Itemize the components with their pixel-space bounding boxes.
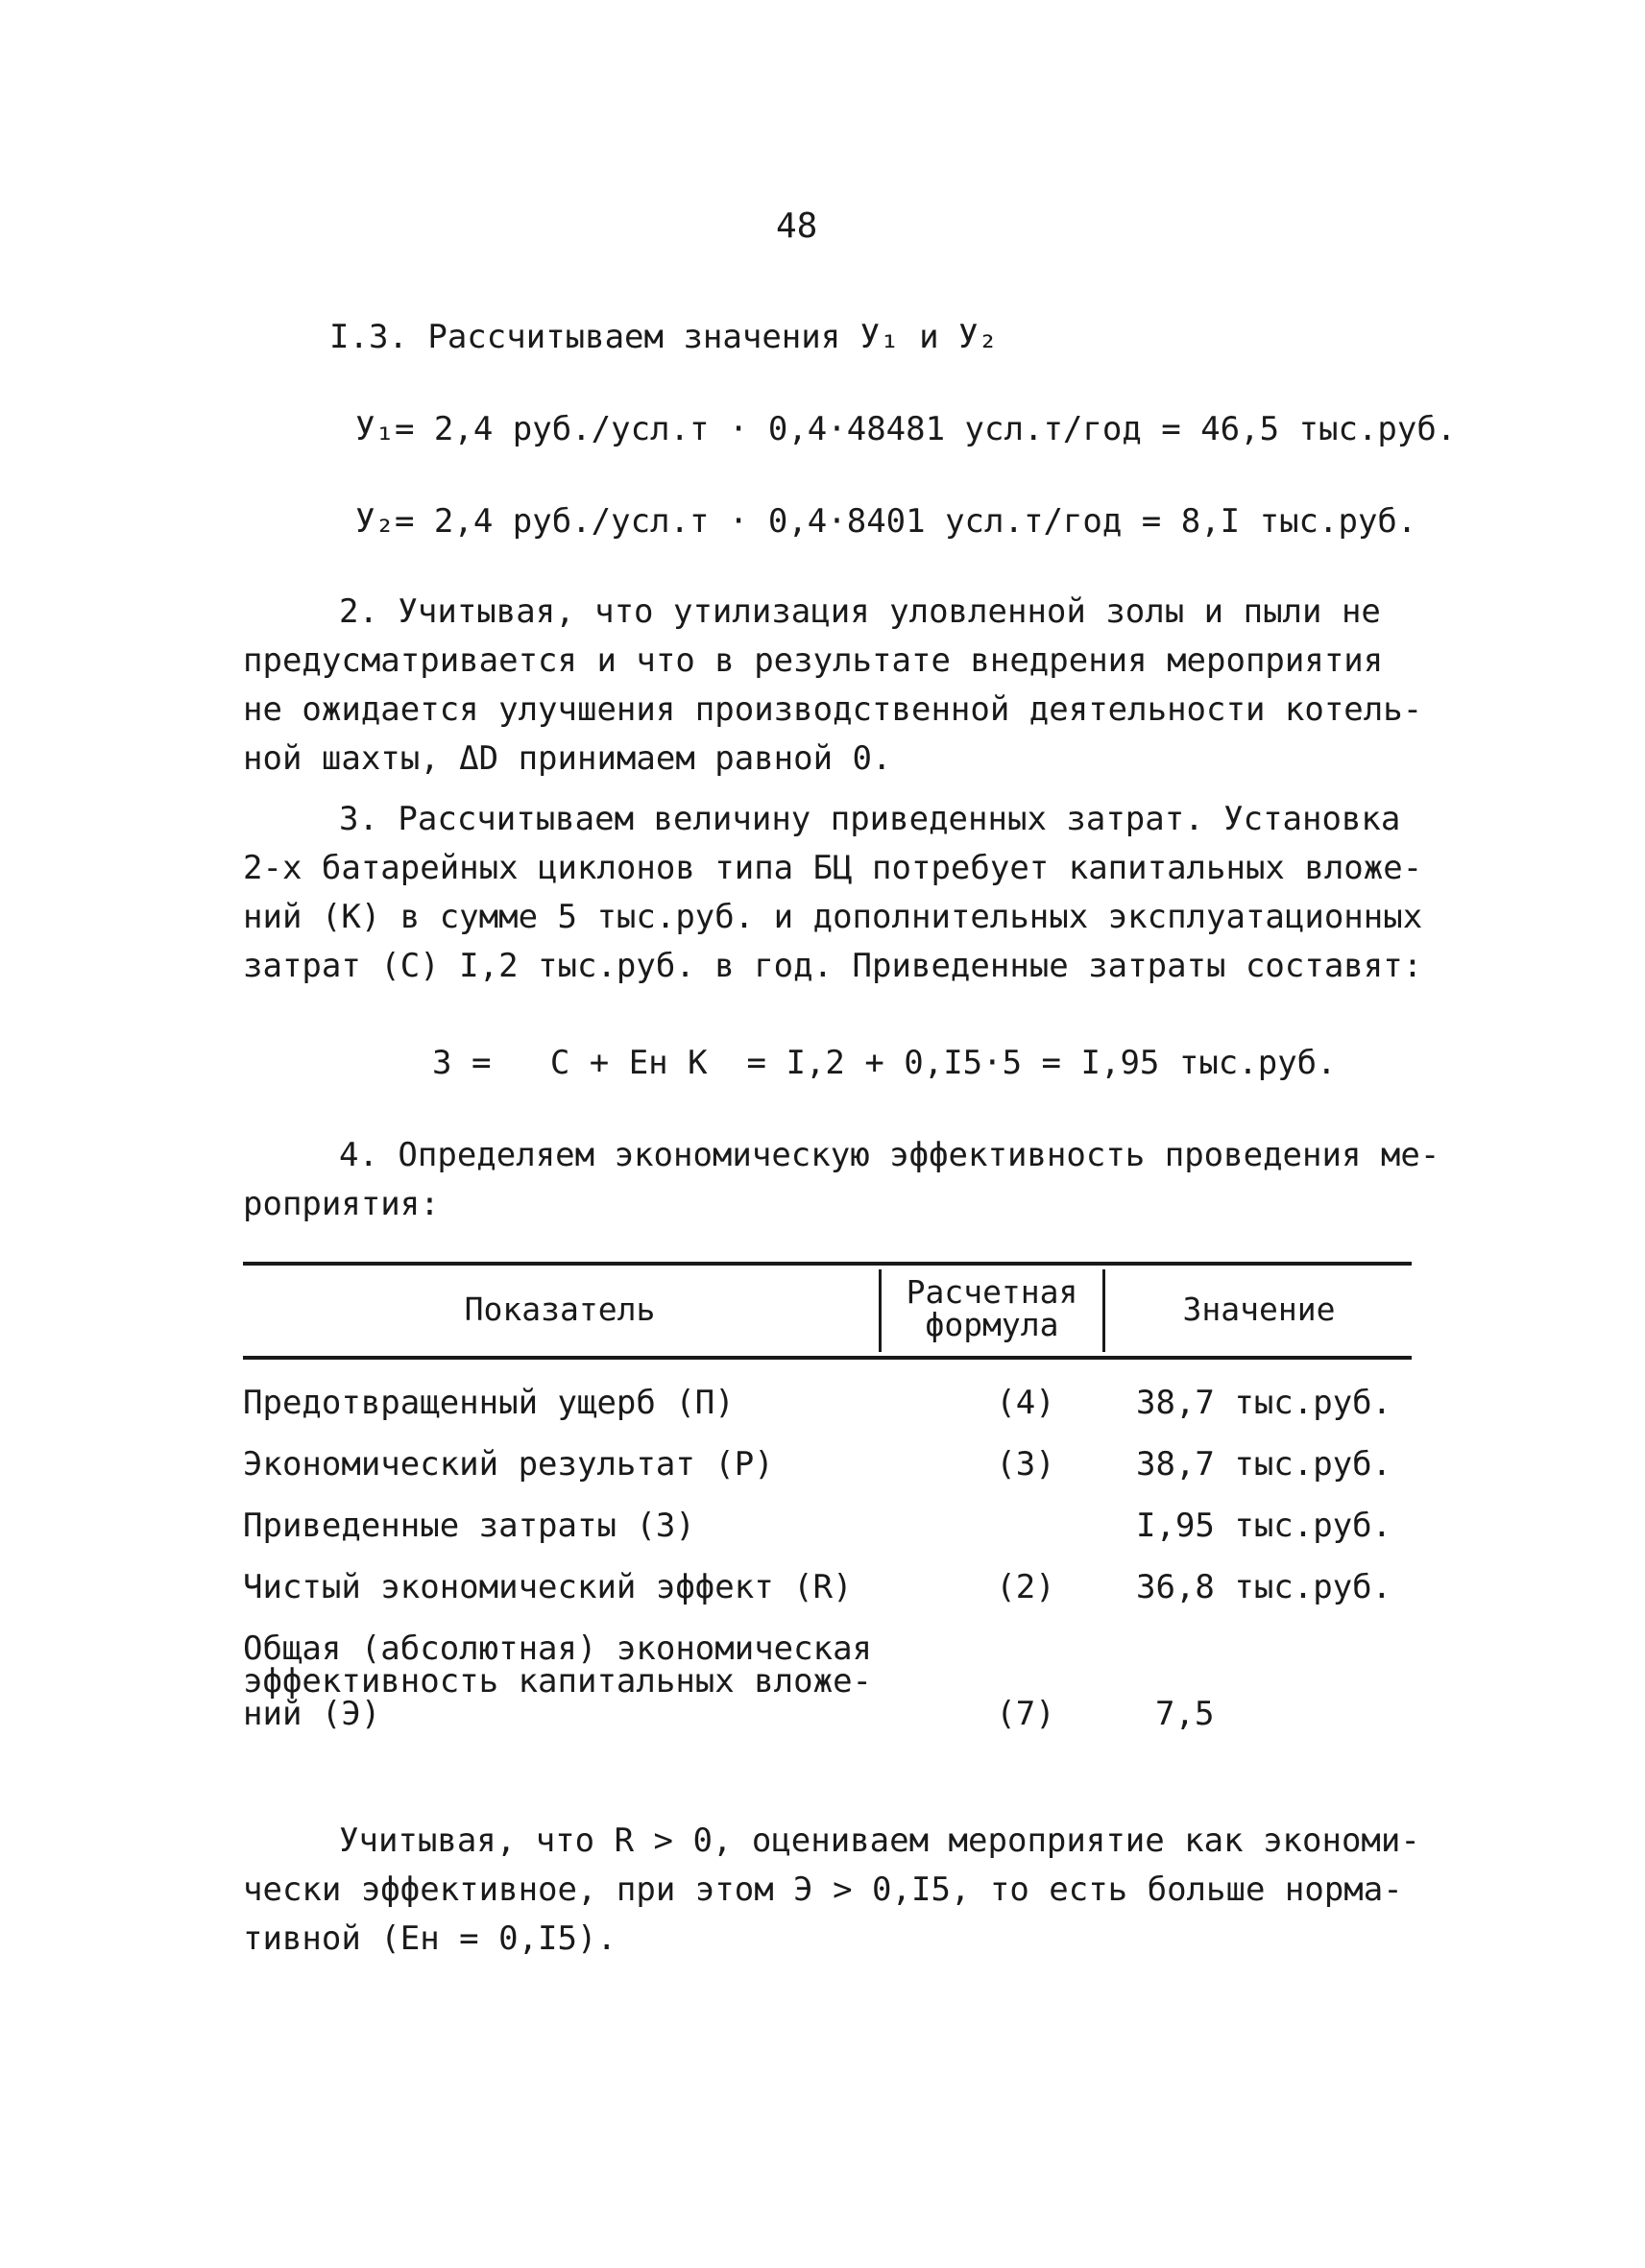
paragraph-line: 4. Определяем экономическую эффективность проведения ме-: [339, 1136, 1440, 1174]
header-value: Значение: [1182, 1291, 1336, 1328]
row-indicator-line: ний (Э): [243, 1695, 381, 1733]
header-formula-line2: формула: [925, 1306, 1059, 1343]
row-indicator: Предотвращенный ущерб (П): [243, 1384, 735, 1422]
paragraph-line: Учитывая, что R > 0, оцениваем мероприятие как экономи-: [339, 1822, 1420, 1860]
row-value: I,95 тыс.руб.: [1136, 1507, 1392, 1545]
formula-u1: У₁= 2,4 руб./усл.т · 0,4·48481 усл.т/год = 46,5 тыс.руб.: [355, 410, 1457, 448]
table-row: [243, 1502, 1412, 1551]
header-indicator: Показатель: [464, 1291, 656, 1328]
header-formula-line1: Расчетная: [906, 1273, 1078, 1311]
paragraph-line: чески эффективное, при этом Э > 0,I5, то есть больше норма-: [243, 1870, 1403, 1909]
table-row: [243, 1690, 1412, 1739]
row-formula: (4): [996, 1384, 1055, 1422]
paragraph-line: предусматривается и что в результате внедрения мероприятия: [243, 641, 1384, 680]
table-row: [243, 1563, 1412, 1612]
row-formula: (2): [996, 1568, 1055, 1606]
row-indicator-line: Общая (абсолютная) экономическая: [243, 1629, 873, 1668]
table-row: [243, 1440, 1412, 1489]
paragraph-line: не ожидается улучшения производственной деятельности котель-: [243, 690, 1423, 729]
paragraph-line: затрат (С) I,2 тыс.руб. в год. Приведенные затраты составят:: [243, 947, 1423, 985]
row-indicator: Приведенные затраты (З): [243, 1507, 695, 1545]
table-top-rule: [243, 1262, 1412, 1266]
formula-z: З = С + Ен К = I,2 + 0,I5·5 = I,95 тыс.руб.: [432, 1044, 1337, 1082]
paragraph-line: тивной (Ен = 0,I5).: [243, 1919, 617, 1958]
page-number: 48: [776, 206, 818, 246]
paragraph-4: [243, 1131, 1440, 1229]
row-value: 36,8 тыс.руб.: [1136, 1568, 1392, 1606]
paragraph-line: 2. Учитывая, что утилизация уловленной золы и пыли не: [339, 592, 1381, 631]
paragraph-line: 3. Рассчитываем величину приведенных затрат. Установка: [339, 800, 1401, 838]
header-divider: [1102, 1269, 1105, 1352]
row-value: 38,7 тыс.руб.: [1136, 1445, 1392, 1484]
table-row: [243, 1379, 1412, 1428]
section-heading: I.3. Рассчитываем значения У₁ и У₂: [329, 318, 998, 356]
conclusion-paragraph: [243, 1817, 1424, 1964]
paragraph-line: ной шахты, ΔD принимаем равной 0.: [243, 739, 892, 778]
row-indicator: Экономический результат (Р): [243, 1445, 774, 1484]
paragraph-3: [243, 795, 1424, 991]
paragraph-line: роприятия:: [243, 1185, 440, 1223]
formula-u2: У₂= 2,4 руб./усл.т · 0,4·8401 усл.т/год = 8,I тыс.руб.: [355, 502, 1417, 541]
table-header-rule: [243, 1356, 1412, 1360]
row-formula: (7): [996, 1695, 1055, 1733]
paragraph-2: [243, 588, 1424, 784]
row-value: 7,5: [1155, 1695, 1215, 1733]
row-indicator: Чистый экономический эффект (R): [243, 1568, 853, 1606]
paragraph-line: 2-х батарейных циклонов типа БЦ потребует капитальных вложе-: [243, 849, 1423, 887]
header-divider: [879, 1269, 882, 1352]
row-formula: (3): [996, 1445, 1055, 1484]
row-indicator-line: эффективность капитальных вложе-: [243, 1662, 873, 1701]
row-value: 38,7 тыс.руб.: [1136, 1384, 1392, 1422]
paragraph-line: ний (К) в сумме 5 тыс.руб. и дополнительных эксплуатационных: [243, 898, 1423, 936]
